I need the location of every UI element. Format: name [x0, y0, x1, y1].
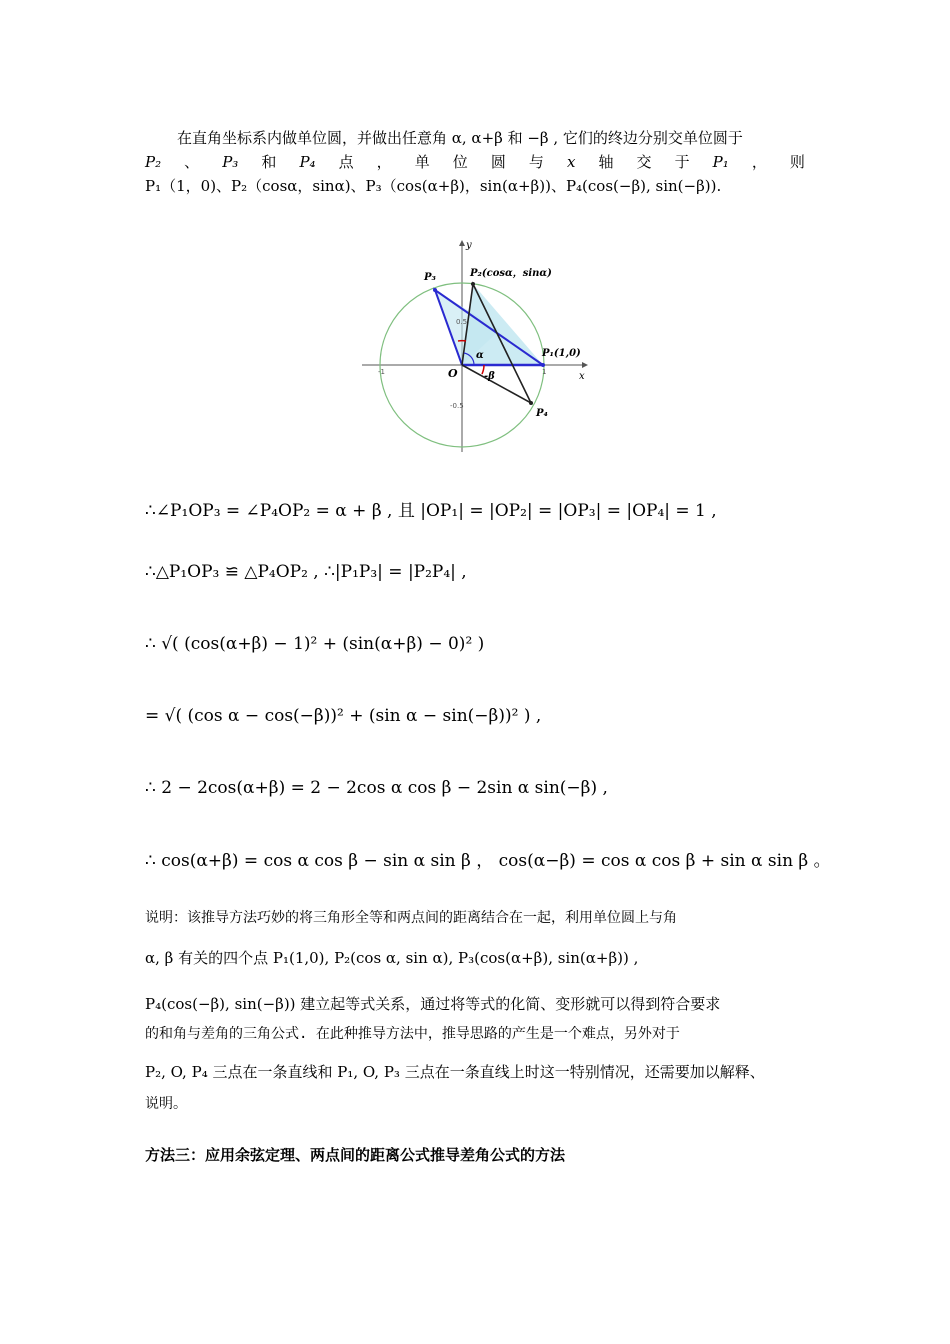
intro-paragraph — [145, 126, 805, 198]
label-origin: O — [448, 367, 458, 380]
note-line-2: α, β 有关的四个点 P₁(1,0), P₂(cos α, sin α), P₃(cos(α+β), sin(α+β)) , — [145, 949, 639, 967]
unit-circle-figure — [360, 238, 590, 458]
equation-4: = √( (cos α − cos(−β))² + (sin α − sin(−β))² ) , — [145, 706, 542, 726]
intro-line-2-token: P₄ — [299, 153, 316, 171]
equation-1: ∴∠P₁OP₃ = ∠P₄OP₂ = α + β , 且 |OP₁| = |OP₂| = |OP₃| = |OP₄| = 1 , — [145, 501, 717, 521]
equation-2: ∴△P₁OP₃ ≌ △P₄OP₂ , ∴|P₁P₃| = |P₂P₄| , — [145, 562, 467, 582]
intro-line-2-token: P₃ — [222, 153, 239, 171]
intro-line-2-token: x — [566, 153, 576, 171]
intro-line-2-token: 位 — [452, 153, 468, 171]
intro-line-2-token: 圆 — [490, 153, 506, 171]
intro-line-2-token: P₁ — [712, 153, 729, 171]
y-axis-arrow-icon — [459, 240, 465, 246]
point-p2 — [471, 282, 475, 286]
note-line-5: P₂, O, P₄ 三点在一条直线和 P₁, O, P₃ 三点在一条直线上时这一特别情况，还需要加以解释、 — [145, 1063, 765, 1081]
intro-line-2-token: 、 — [184, 153, 200, 171]
tick-label-0-5: 0.5 — [456, 318, 468, 326]
point-p4 — [529, 401, 533, 405]
intro-line-2-token: P₂ — [145, 153, 162, 171]
point-p3 — [433, 288, 437, 292]
label-p1: P₁(1,0) — [542, 348, 581, 359]
intro-line-2-token: 则 — [789, 153, 805, 171]
equation-5: ∴ 2 − 2cos(α+β) = 2 − 2cos α cos β − 2sin α sin(−β) , — [145, 778, 608, 798]
note-line-4: 的和角与差角的三角公式. 在此种推导方法中，推导思路的产生是一个难点，另外对于 — [145, 1026, 680, 1042]
note-line-3: P₄(cos(−β), sin(−β)) 建立起等式关系，通过将等式的化简、变形就可以得到符合要求 — [145, 995, 721, 1013]
tick-label-1: 1 — [542, 368, 547, 376]
intro-line-2-token: 于 — [674, 153, 690, 171]
intro-line-2-token: ， — [751, 153, 767, 171]
intro-line-2-token: ， — [376, 153, 392, 171]
intro-line-2 — [145, 150, 805, 174]
tick-label-neg-1: -1 — [378, 368, 385, 376]
label-p2: P₂(cosα，sinα) — [470, 268, 552, 279]
intro-line-3: P₁（1，0)、P₂（cosα，sinα)、P₃（cos(α+β)，sin(α+β))、P₄(cos(−β), sin(−β)). — [145, 177, 722, 195]
tick-label-neg-0-5: -0.5 — [450, 402, 464, 410]
label-alpha: α — [476, 350, 484, 361]
label-p4: P₄ — [536, 408, 548, 419]
intro-line-2-token: 交 — [636, 153, 652, 171]
note-line-1: 说明：该推导方法巧妙的将三角形全等和两点间的距离结合在一起，利用单位圆上与角 — [145, 910, 677, 926]
intro-line-2-token: 和 — [261, 153, 277, 171]
label-neg-beta: -β — [484, 371, 495, 382]
x-axis-arrow-icon — [582, 362, 588, 368]
intro-line-1: 在直角坐标系内做单位圆，并做出任意角 α, α+β 和 −β , 它们的终边分别交单位圆于 — [177, 129, 743, 147]
label-y-axis: y — [466, 240, 472, 251]
point-p1 — [541, 363, 545, 367]
intro-line-2-token: 单 — [414, 153, 430, 171]
equation-6: ∴ cos(α+β) = cos α cos β − sin α sin β ， cos(α−β) = cos α cos β + sin α sin β 。 — [145, 851, 831, 871]
label-p3: P₃ — [424, 272, 436, 283]
intro-line-2-token: 点 — [338, 153, 354, 171]
note-line-6: 说明。 — [145, 1096, 187, 1112]
label-x-axis: x — [579, 371, 585, 382]
intro-line-2-token: 与 — [528, 153, 544, 171]
section-heading: 方法三：应用余弦定理、两点间的距离公式推导差角公式的方法 — [145, 1146, 566, 1164]
intro-line-2-token: 轴 — [598, 153, 614, 171]
equation-3: ∴ √( (cos(α+β) − 1)² + (sin(α+β) − 0)² ) — [145, 634, 485, 654]
